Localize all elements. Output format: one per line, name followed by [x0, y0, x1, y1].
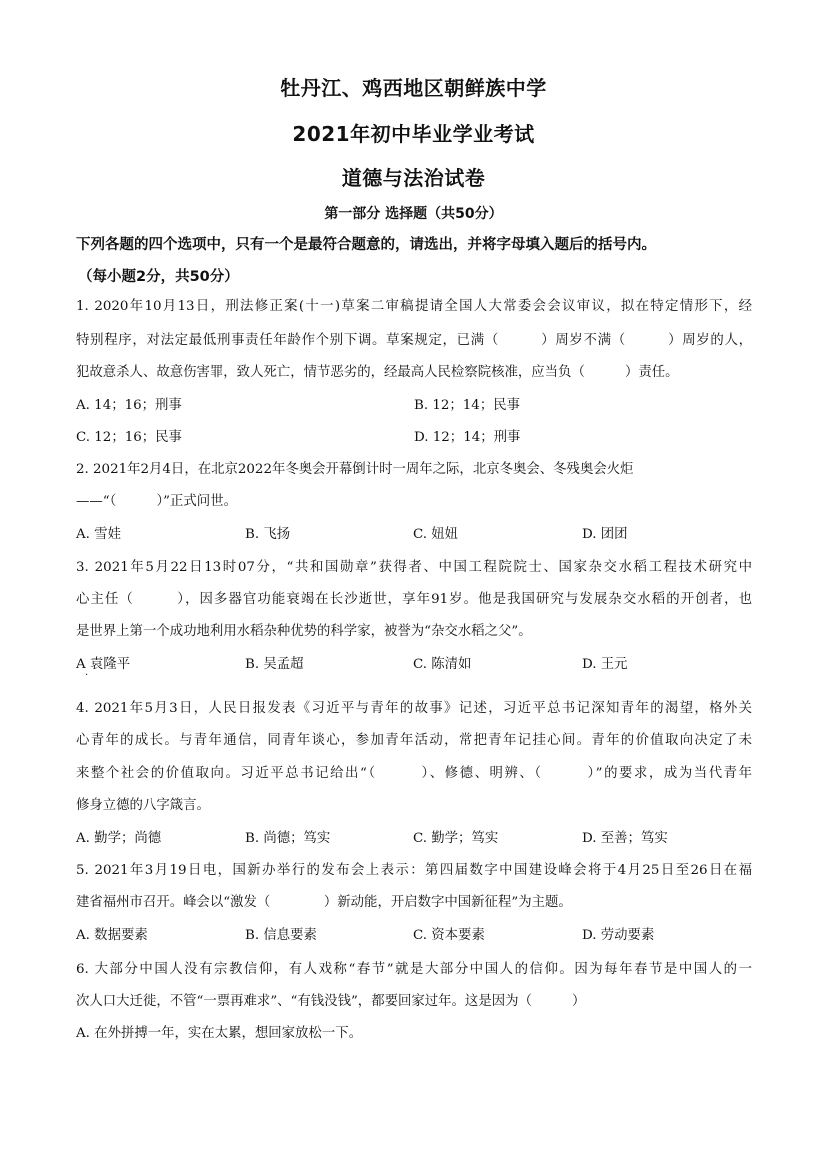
school-title: 牡丹江、鸡西地区朝鲜族中学 [280, 76, 547, 100]
option-c[interactable]: C. 勤学；笃实 [413, 831, 499, 846]
question-text-line: 犯故意杀人、故意伤害罪，致人死亡，情节恶劣的，经最高人民检察院核准，应当负（ ）责任。 [76, 365, 679, 380]
option-d[interactable]: D. 王元 [582, 657, 628, 672]
option-d[interactable]: D. 至善；笃实 [582, 831, 668, 846]
option-a[interactable]: A. 在外拼搏一年，实在太累，想回家放松一下。 [76, 1026, 362, 1041]
question-text-line: 是世界上第一个成功地利用水稻杂种优势的科学家，被誉为“杂交水稻之父”。 [76, 624, 532, 639]
option-d[interactable]: D. 12；14；刑事 [414, 430, 521, 445]
option-b[interactable]: B. 吴孟超 [245, 657, 304, 672]
option-d[interactable]: D. 团团 [582, 527, 628, 542]
question-text-line: 次人口大迁徙，不管“一票再难求”、“有钱没钱”，都要回家过年。这是因为（ ） [76, 994, 586, 1009]
question-text-line: 建省福州市召开。峰会以“激发（ ）新动能，开启数字中国新征程”为主题。 [76, 895, 572, 910]
question-text-line: 6. 大部分中国人没有宗教信仰，有人戏称“春节”就是大部分中国人的信仰。因为每年春节是中国人的一 [76, 962, 752, 977]
question-text-line: ——“（ ）”正式问世。 [76, 494, 237, 509]
instruction-line-1: 下列各题的四个选项中，只有一个是最符合题意的，请选出，并将字母填入题后的括号内。 [76, 237, 656, 253]
question-text-line: 2. 2021年2月4日，在北京2022年冬奥会开幕倒计时一周年之际，北京冬奥会、冬残奥会火炬 [76, 462, 634, 477]
option-b[interactable]: B. 12；14；民事 [414, 398, 520, 413]
option-a[interactable]: A. 数据要素 [76, 928, 148, 943]
question-text-line: 5. 2021年3月19日电，国新办举行的发布会上表示：第四届数字中国建设峰会将于4月25日至26日在福 [76, 863, 752, 878]
exam-title: 2021年初中毕业学业考试 [292, 122, 535, 146]
option-a[interactable]: A. 14；16；刑事 [76, 398, 182, 413]
question-text-line: 来整个社会的价值取向。习近平总书记给出“（ ）、修德、明辨、（ ）”的要求，成为当代青年 [76, 766, 752, 781]
stray-dot-mark: · [85, 670, 89, 681]
option-b[interactable]: B. 信息要素 [245, 928, 317, 943]
option-c[interactable]: C. 资本要素 [413, 928, 485, 943]
question-text-line: 3. 2021年5月22日13时07分，“共和国勋章”获得者、中国工程院院士、国家杂交水稻工程技术研究中 [76, 560, 752, 575]
option-c[interactable]: C. 12；16；民事 [76, 430, 182, 445]
question-text-line: 修身立德的八字箴言。 [76, 798, 210, 813]
question-text-line: 特别程序，对法定最低刑事责任年龄作个别下调。草案规定，已满（ ）周岁不满（ ）周岁的人， [76, 333, 752, 348]
instruction-line-2: （每小题2分，共50分） [78, 269, 239, 285]
option-a[interactable]: A 袁隆平 [76, 657, 131, 672]
option-b[interactable]: B. 飞扬 [245, 527, 291, 542]
question-text-line: 心主任（ ），因多器官功能衰竭在长沙逝世，享年91岁。他是我国研究与发展杂交水稻的开创者，也 [76, 592, 752, 607]
option-a[interactable]: A. 勤学；尚德 [76, 831, 162, 846]
question-text-line: 4. 2021年5月3日，人民日报发表《习近平与青年的故事》记述，习近平总书记深知青年的渴望，格外关 [76, 701, 752, 716]
option-c[interactable]: C. 妞妞 [413, 527, 459, 542]
section-heading: 第一部分 选择题（共50分） [324, 206, 503, 222]
question-text-line: 心青年的成长。与青年通信，同青年谈心，参加青年活动，常把青年记挂心间。青年的价值取向决定了未 [76, 733, 752, 748]
question-text-line: 1. 2020年10月13日，刑法修正案(十一)草案二审稿提请全国人大常委会会议审议，拟在特定情形下，经 [76, 299, 752, 314]
option-b[interactable]: B. 尚德；笃实 [245, 831, 331, 846]
option-a[interactable]: A. 雪娃 [76, 527, 121, 542]
option-c[interactable]: C. 陈清如 [413, 657, 472, 672]
option-d[interactable]: D. 劳动要素 [582, 928, 655, 943]
subject-title: 道德与法治试卷 [341, 166, 486, 190]
